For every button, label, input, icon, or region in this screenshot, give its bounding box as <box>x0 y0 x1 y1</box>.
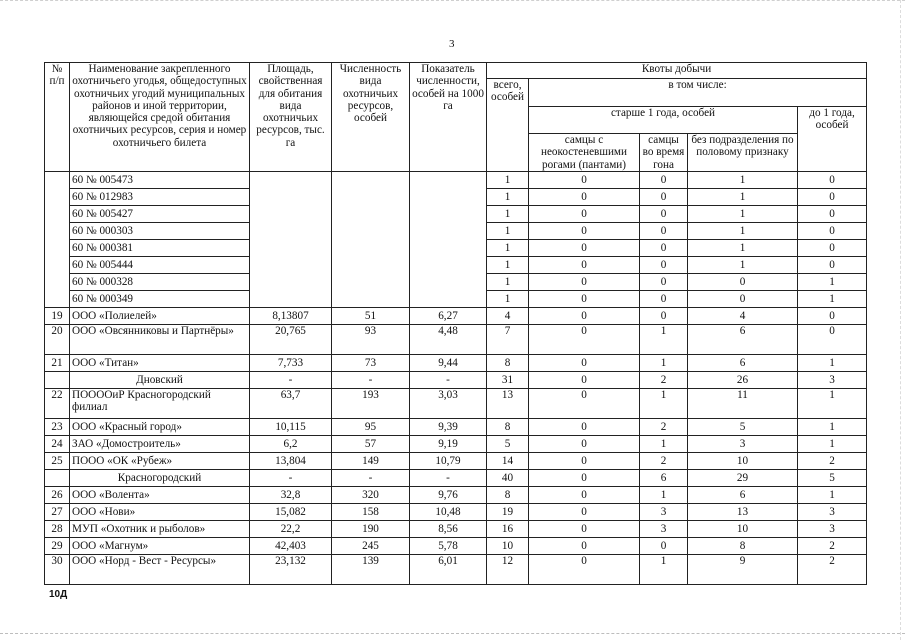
row-no-sex: 1 <box>688 172 798 189</box>
row-males-antlers: 0 <box>529 372 640 389</box>
row-males-rut: 0 <box>640 538 688 555</box>
row-total: 1 <box>487 189 529 206</box>
row-name: Дновский <box>70 372 250 389</box>
row-males-rut: 0 <box>640 206 688 223</box>
row-count: 320 <box>332 487 410 504</box>
row-males-antlers: 0 <box>529 223 640 240</box>
row-area: 15,082 <box>250 504 332 521</box>
header-males-antlers: самцы с неокостеневшими рогами (пантами) <box>529 134 640 172</box>
row-name: 60 № 000349 <box>70 291 250 308</box>
row-males-rut: 2 <box>640 453 688 470</box>
row-area: 7,733 <box>250 355 332 372</box>
row-name: 60 № 005473 <box>70 172 250 189</box>
row-total: 31 <box>487 372 529 389</box>
row-area: 42,403 <box>250 538 332 555</box>
row-total: 1 <box>487 274 529 291</box>
row-males-antlers: 0 <box>529 308 640 325</box>
row-young: 0 <box>798 308 867 325</box>
row-males-rut: 1 <box>640 389 688 419</box>
row-males-antlers: 0 <box>529 521 640 538</box>
row-males-antlers: 0 <box>529 240 640 257</box>
row-total: 13 <box>487 389 529 419</box>
header-num: № п/п <box>45 63 70 172</box>
row-young: 1 <box>798 389 867 419</box>
row-number: 22 <box>45 389 70 419</box>
row-males-rut: 1 <box>640 487 688 504</box>
table-row <box>45 521 867 538</box>
row-density: 4,48 <box>410 325 487 355</box>
row-area: 20,765 <box>250 325 332 355</box>
row-males-rut: 0 <box>640 189 688 206</box>
table-row <box>45 538 867 555</box>
row-name: ООО «Нови» <box>70 504 250 521</box>
row-young: 1 <box>798 419 867 436</box>
row-area: 22,2 <box>250 521 332 538</box>
table-header-row <box>45 63 867 79</box>
row-males-antlers: 0 <box>529 172 640 189</box>
row-males-antlers: 0 <box>529 555 640 585</box>
row-no-sex: 6 <box>688 355 798 372</box>
row-young: 3 <box>798 372 867 389</box>
row-males-rut: 2 <box>640 372 688 389</box>
header-young: до 1 года, особей <box>798 106 867 171</box>
row-males-rut: 1 <box>640 355 688 372</box>
row-name: 60 № 000381 <box>70 240 250 257</box>
row-males-rut: 0 <box>640 223 688 240</box>
row-no-sex: 1 <box>688 240 798 257</box>
row-total: 1 <box>487 291 529 308</box>
table-row <box>45 419 867 436</box>
row-total: 5 <box>487 436 529 453</box>
row-young: 3 <box>798 504 867 521</box>
row-no-sex: 6 <box>688 487 798 504</box>
row-no-sex: 6 <box>688 325 798 355</box>
row-males-antlers: 0 <box>529 453 640 470</box>
row-count: 57 <box>332 436 410 453</box>
row-name: ПООО «ОК «Рубеж» <box>70 453 250 470</box>
row-males-rut: 0 <box>640 240 688 257</box>
header-total: всего, особей <box>487 79 529 172</box>
row-no-sex: 8 <box>688 538 798 555</box>
header-males-rut: самцы во время гона <box>640 134 688 172</box>
row-males-rut: 3 <box>640 521 688 538</box>
row-young: 2 <box>798 538 867 555</box>
row-no-sex: 0 <box>688 291 798 308</box>
row-area <box>250 172 332 308</box>
row-young: 0 <box>798 223 867 240</box>
row-name: Красногородский <box>70 470 250 487</box>
row-young: 2 <box>798 555 867 585</box>
row-density <box>410 172 487 308</box>
row-young: 2 <box>798 453 867 470</box>
row-males-rut: 0 <box>640 257 688 274</box>
header-count: Численность вида охотничьих ресурсов, особей <box>332 63 410 172</box>
row-name: ООО «Норд - Вест - Ресурсы» <box>70 555 250 585</box>
row-no-sex: 29 <box>688 470 798 487</box>
row-total: 40 <box>487 470 529 487</box>
row-count: 73 <box>332 355 410 372</box>
scan-edge-bottom <box>0 633 905 636</box>
row-no-sex: 3 <box>688 436 798 453</box>
row-males-rut: 0 <box>640 308 688 325</box>
row-number: 20 <box>45 325 70 355</box>
row-number: 28 <box>45 521 70 538</box>
row-density: 6,27 <box>410 308 487 325</box>
row-name: МУП «Охотник и рыболов» <box>70 521 250 538</box>
row-number: 30 <box>45 555 70 585</box>
row-count: 95 <box>332 419 410 436</box>
row-total: 1 <box>487 223 529 240</box>
row-name: ПООООиР Красногородский филиал <box>70 389 250 419</box>
row-young: 5 <box>798 470 867 487</box>
row-males-rut: 6 <box>640 470 688 487</box>
row-young: 0 <box>798 325 867 355</box>
row-males-antlers: 0 <box>529 436 640 453</box>
row-count: - <box>332 372 410 389</box>
table-row <box>45 325 867 355</box>
row-males-antlers: 0 <box>529 291 640 308</box>
row-name: ООО «Овсянниковы и Партнёры» <box>70 325 250 355</box>
row-young: 1 <box>798 274 867 291</box>
table-row <box>45 355 867 372</box>
row-no-sex: 1 <box>688 189 798 206</box>
header-older: старше 1 года, особей <box>529 106 798 134</box>
row-no-sex: 1 <box>688 257 798 274</box>
row-density: 8,56 <box>410 521 487 538</box>
row-number <box>45 172 70 308</box>
row-males-rut: 0 <box>640 291 688 308</box>
row-total: 19 <box>487 504 529 521</box>
table-body <box>45 172 867 585</box>
row-count: - <box>332 470 410 487</box>
row-young: 0 <box>798 206 867 223</box>
row-males-rut: 0 <box>640 274 688 291</box>
row-number <box>45 372 70 389</box>
row-name: ЗАО «Домостроитель» <box>70 436 250 453</box>
row-name: ООО «Волента» <box>70 487 250 504</box>
table-row <box>45 504 867 521</box>
row-name: ООО «Полиелей» <box>70 308 250 325</box>
row-name: ООО «Красный город» <box>70 419 250 436</box>
row-name: 60 № 000303 <box>70 223 250 240</box>
row-young: 0 <box>798 257 867 274</box>
row-count: 193 <box>332 389 410 419</box>
row-name: ООО «Магнум» <box>70 538 250 555</box>
row-young: 1 <box>798 436 867 453</box>
row-males-antlers: 0 <box>529 487 640 504</box>
table-row <box>45 172 867 189</box>
row-males-antlers: 0 <box>529 538 640 555</box>
row-number: 25 <box>45 453 70 470</box>
row-density: 5,78 <box>410 538 487 555</box>
row-total: 8 <box>487 487 529 504</box>
table-row <box>45 487 867 504</box>
row-area: - <box>250 372 332 389</box>
row-name: 60 № 012983 <box>70 189 250 206</box>
row-density: 9,39 <box>410 419 487 436</box>
row-number: 26 <box>45 487 70 504</box>
row-males-rut: 2 <box>640 419 688 436</box>
row-no-sex: 4 <box>688 308 798 325</box>
row-young: 1 <box>798 487 867 504</box>
row-no-sex: 1 <box>688 206 798 223</box>
row-area: 10,115 <box>250 419 332 436</box>
row-density: 9,19 <box>410 436 487 453</box>
scan-edge-right <box>900 0 902 640</box>
row-density: 6,01 <box>410 555 487 585</box>
row-total: 14 <box>487 453 529 470</box>
row-males-rut: 1 <box>640 325 688 355</box>
row-density: 10,48 <box>410 504 487 521</box>
row-males-antlers: 0 <box>529 504 640 521</box>
row-total: 8 <box>487 355 529 372</box>
row-count: 190 <box>332 521 410 538</box>
row-area: 23,132 <box>250 555 332 585</box>
row-count <box>332 172 410 308</box>
row-density: - <box>410 470 487 487</box>
table-row <box>45 389 867 419</box>
row-males-rut: 0 <box>640 172 688 189</box>
table-row <box>45 555 867 585</box>
row-name: ООО «Титан» <box>70 355 250 372</box>
row-young: 1 <box>798 291 867 308</box>
row-no-sex: 13 <box>688 504 798 521</box>
row-young: 1 <box>798 355 867 372</box>
row-area: - <box>250 470 332 487</box>
row-males-antlers: 0 <box>529 419 640 436</box>
row-males-antlers: 0 <box>529 206 640 223</box>
row-males-rut: 1 <box>640 555 688 585</box>
row-no-sex: 5 <box>688 419 798 436</box>
row-number: 29 <box>45 538 70 555</box>
table-row <box>45 470 867 487</box>
row-name: 60 № 000328 <box>70 274 250 291</box>
row-total: 1 <box>487 257 529 274</box>
row-name: 60 № 005427 <box>70 206 250 223</box>
row-number: 23 <box>45 419 70 436</box>
row-no-sex: 26 <box>688 372 798 389</box>
row-males-antlers: 0 <box>529 189 640 206</box>
table-row <box>45 436 867 453</box>
table-row <box>45 453 867 470</box>
header-area: Площадь, свойственная для обитания вида охотничьих ресурсов, тыс. га <box>250 63 332 172</box>
row-area: 63,7 <box>250 389 332 419</box>
row-count: 158 <box>332 504 410 521</box>
row-number: 19 <box>45 308 70 325</box>
row-males-antlers: 0 <box>529 470 640 487</box>
row-number: 27 <box>45 504 70 521</box>
row-name: 60 № 005444 <box>70 257 250 274</box>
row-area: 8,13807 <box>250 308 332 325</box>
table-row <box>45 372 867 389</box>
row-total: 1 <box>487 172 529 189</box>
row-count: 93 <box>332 325 410 355</box>
row-total: 12 <box>487 555 529 585</box>
row-total: 1 <box>487 240 529 257</box>
row-males-antlers: 0 <box>529 389 640 419</box>
row-number <box>45 470 70 487</box>
row-males-antlers: 0 <box>529 257 640 274</box>
row-count: 51 <box>332 308 410 325</box>
scan-edge-top <box>0 0 905 2</box>
row-males-rut: 3 <box>640 504 688 521</box>
row-males-antlers: 0 <box>529 274 640 291</box>
row-males-rut: 1 <box>640 436 688 453</box>
row-total: 10 <box>487 538 529 555</box>
row-young: 3 <box>798 521 867 538</box>
row-area: 13,804 <box>250 453 332 470</box>
row-total: 4 <box>487 308 529 325</box>
page-number: 3 <box>449 38 455 50</box>
header-name: Наименование закрепленного охотничьего угодья, общедоступных охотничьих угодий муниципальных районов и иной территории, являющейся средой обитания охотничьих ресурсов, серия и номер охотничьего билета <box>70 63 250 172</box>
row-area: 32,8 <box>250 487 332 504</box>
table-row <box>45 308 867 325</box>
header-no-sex: без подразделения по половому признаку <box>688 134 798 172</box>
row-no-sex: 10 <box>688 521 798 538</box>
row-density: 3,03 <box>410 389 487 419</box>
header-incl: в том числе: <box>529 79 867 107</box>
row-total: 16 <box>487 521 529 538</box>
row-males-antlers: 0 <box>529 325 640 355</box>
row-count: 245 <box>332 538 410 555</box>
row-no-sex: 9 <box>688 555 798 585</box>
row-number: 24 <box>45 436 70 453</box>
row-total: 1 <box>487 206 529 223</box>
row-no-sex: 11 <box>688 389 798 419</box>
row-males-antlers: 0 <box>529 355 640 372</box>
header-quota: Квоты добычи <box>487 63 867 79</box>
row-density: - <box>410 372 487 389</box>
row-young: 0 <box>798 240 867 257</box>
row-young: 0 <box>798 189 867 206</box>
header-density: Показатель численности, особей на 1000 га <box>410 63 487 172</box>
row-total: 8 <box>487 419 529 436</box>
row-no-sex: 10 <box>688 453 798 470</box>
row-count: 149 <box>332 453 410 470</box>
row-area: 6,2 <box>250 436 332 453</box>
row-density: 9,44 <box>410 355 487 372</box>
quota-table <box>44 62 867 585</box>
row-no-sex: 0 <box>688 274 798 291</box>
row-young: 0 <box>798 172 867 189</box>
row-number: 21 <box>45 355 70 372</box>
row-total: 7 <box>487 325 529 355</box>
footer-code: 10Д <box>49 589 68 600</box>
row-density: 9,76 <box>410 487 487 504</box>
row-density: 10,79 <box>410 453 487 470</box>
row-count: 139 <box>332 555 410 585</box>
row-no-sex: 1 <box>688 223 798 240</box>
